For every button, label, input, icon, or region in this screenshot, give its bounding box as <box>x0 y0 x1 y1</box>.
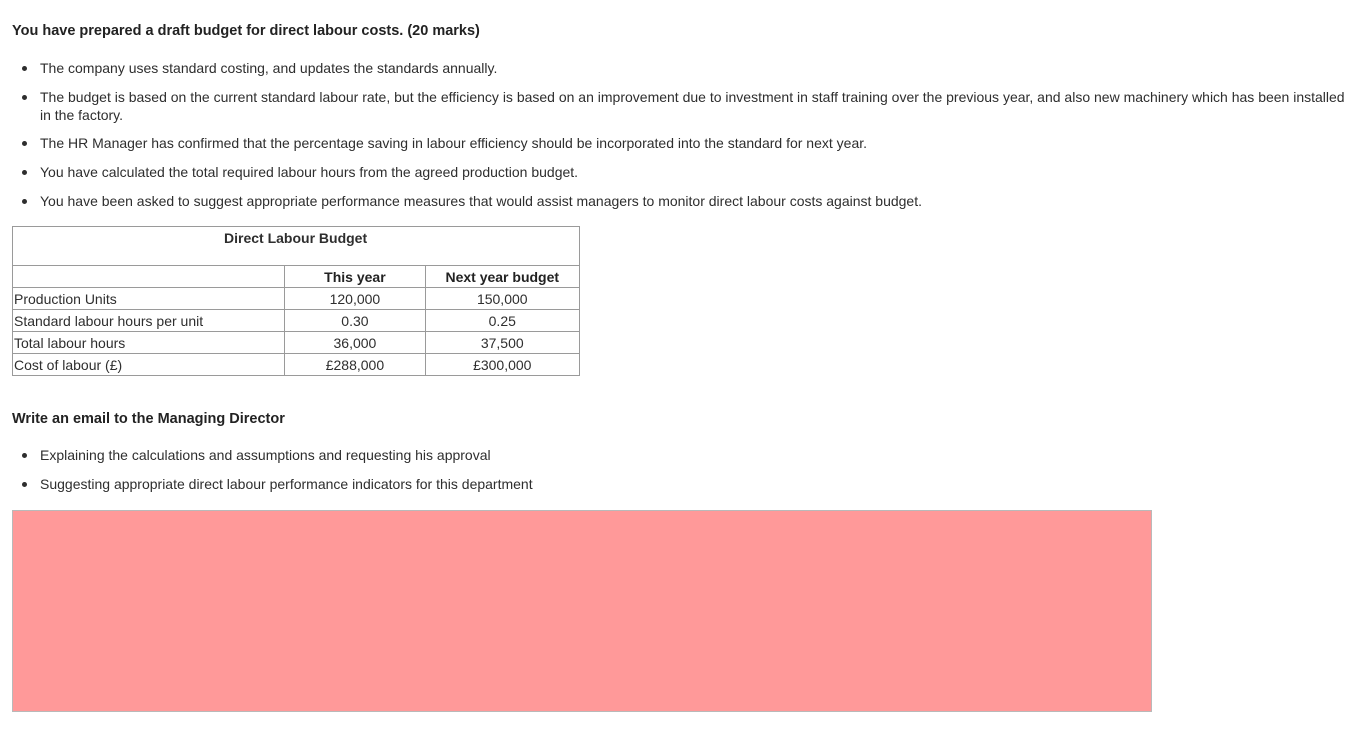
scenario-bullet: The HR Manager has confirmed that the percentage saving in labour efficiency should be incorporated into the standard for next year. <box>20 134 1355 152</box>
scenario-bullet: You have calculated the total required labour hours from the agreed production budget. <box>20 163 1355 181</box>
table-title: Direct Labour Budget <box>224 230 368 246</box>
row-label: Total labour hours <box>13 332 285 354</box>
next-year-value: 150,000 <box>425 288 579 310</box>
task-bullet: Suggesting appropriate direct labour performance indicators for this department <box>20 475 920 493</box>
task-bullet-list <box>20 446 920 504</box>
next-year-value: 37,500 <box>425 332 579 354</box>
table-row <box>13 288 580 310</box>
scenario-bullet: The company uses standard costing, and updates the standards annually. <box>20 59 1355 77</box>
table-title-row <box>13 227 580 266</box>
direct-labour-budget-table <box>12 226 580 376</box>
task-heading: Write an email to the Managing Director <box>12 411 285 427</box>
table-row <box>13 354 580 376</box>
scenario-bullet: You have been asked to suggest appropriate performance measures that would assist managers to monitor direct labour costs against budget. <box>20 192 1355 210</box>
table-header-row <box>13 266 580 288</box>
question-heading: You have prepared a draft budget for direct labour costs. (20 marks) <box>12 23 480 39</box>
this-year-value: 0.30 <box>285 310 425 332</box>
table-header-this-year: This year <box>285 266 425 288</box>
this-year-value: 120,000 <box>285 288 425 310</box>
next-year-value: 0.25 <box>425 310 579 332</box>
answer-input-box[interactable] <box>12 510 1152 712</box>
row-label: Production Units <box>13 288 285 310</box>
table-header-next-year: Next year budget <box>425 266 579 288</box>
scenario-bullet-list <box>20 59 1355 221</box>
table-title-cell <box>13 227 580 266</box>
row-label: Cost of labour (£) <box>13 354 285 376</box>
table-header-blank <box>13 266 285 288</box>
this-year-value: £288,000 <box>285 354 425 376</box>
row-label: Standard labour hours per unit <box>13 310 285 332</box>
task-bullet: Explaining the calculations and assumptions and requesting his approval <box>20 446 920 464</box>
table-row <box>13 332 580 354</box>
table-row <box>13 310 580 332</box>
scenario-bullet: The budget is based on the current standard labour rate, but the efficiency is based on an improvement due to investment in staff training over the previous year, and also new machinery which has been installed in the factory. <box>20 88 1355 124</box>
next-year-value: £300,000 <box>425 354 579 376</box>
this-year-value: 36,000 <box>285 332 425 354</box>
